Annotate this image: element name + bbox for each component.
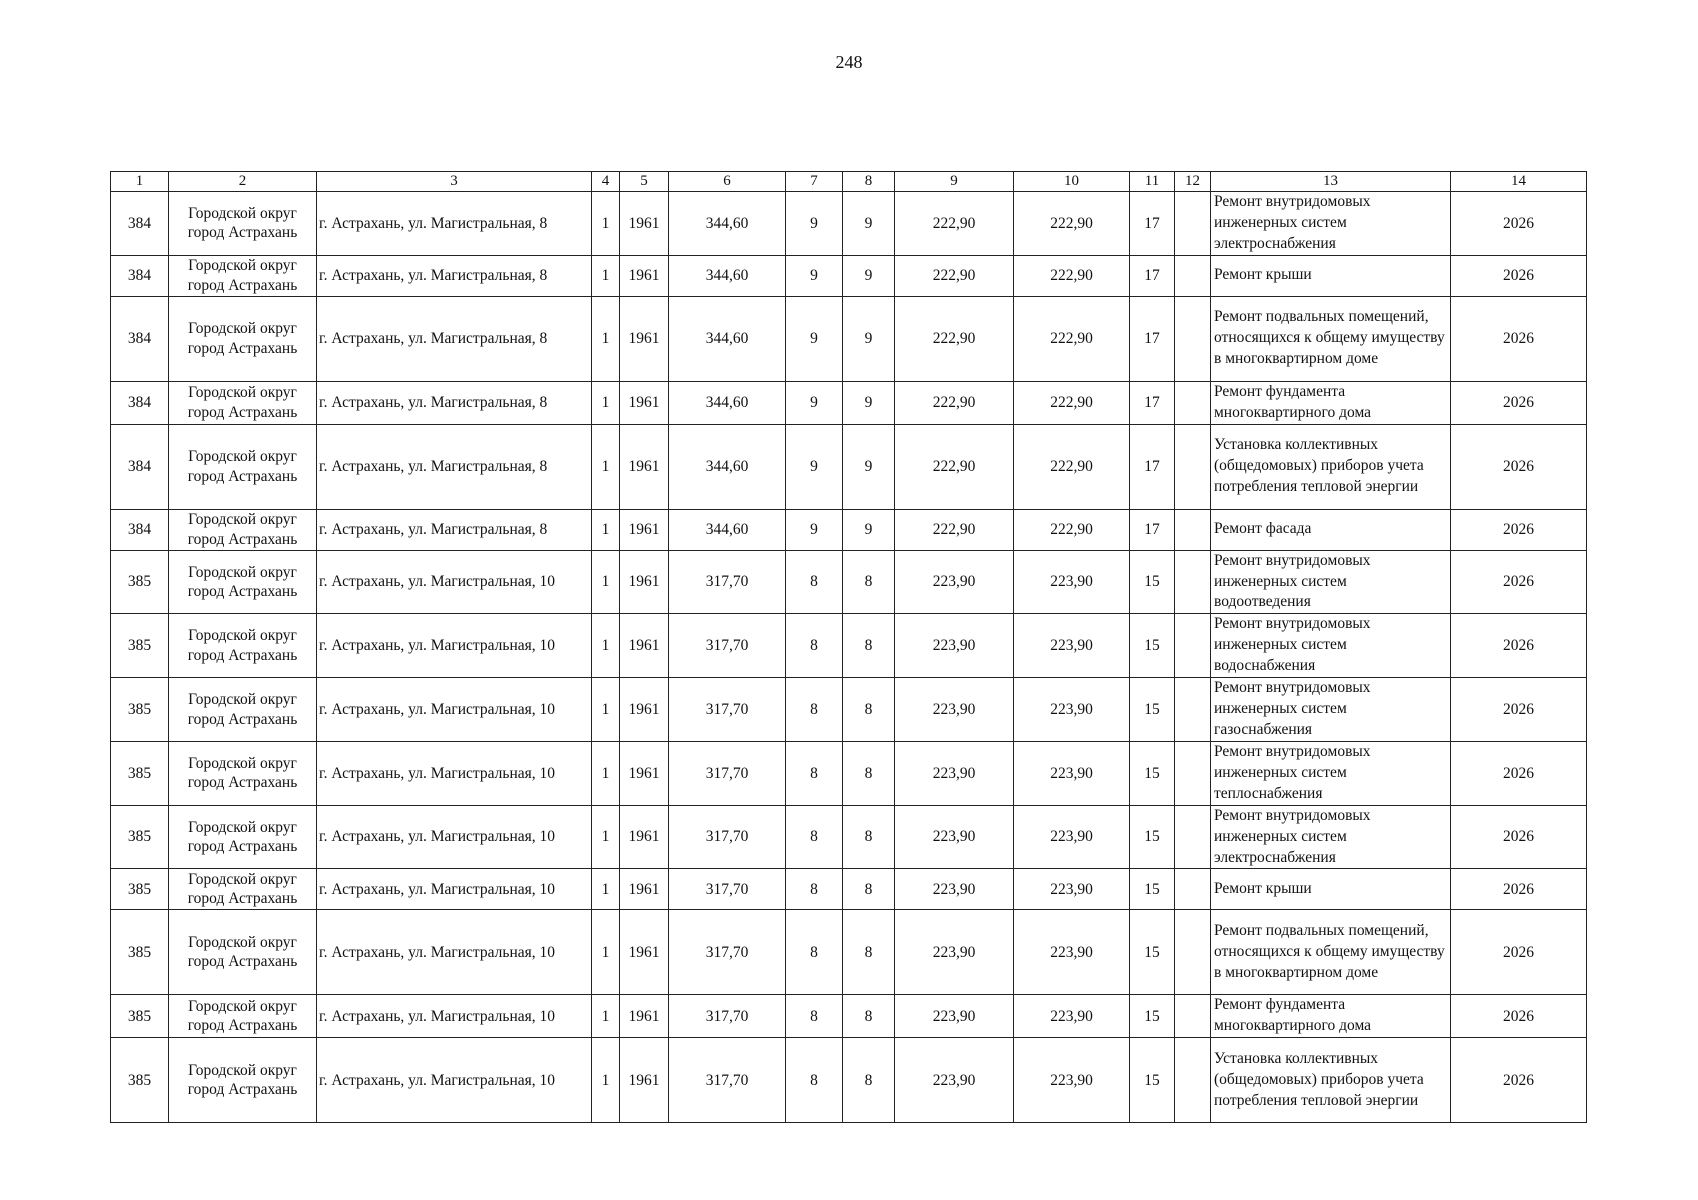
cell-col-4: 1: [592, 192, 620, 256]
cell-plan-year: 2026: [1451, 296, 1587, 381]
cell-plan-year: 2026: [1451, 509, 1587, 550]
cell-year: 1961: [620, 381, 669, 424]
cell-work-type: Ремонт фундамента многоквартирного дома: [1211, 381, 1451, 424]
cell-col-6: 344,60: [669, 424, 786, 509]
cell-col-9: 223,90: [895, 910, 1014, 995]
cell-col-8: 8: [843, 869, 895, 910]
cell-col-6: 344,60: [669, 509, 786, 550]
cell-col-8: 8: [843, 550, 895, 614]
cell-col-11: 17: [1130, 296, 1175, 381]
cell-col-8: 8: [843, 678, 895, 742]
cell-col-12: [1175, 381, 1211, 424]
column-header-12: 12: [1175, 172, 1211, 192]
cell-col-8: 9: [843, 296, 895, 381]
cell-col-10: 223,90: [1014, 550, 1130, 614]
cell-col-11: 15: [1130, 995, 1175, 1038]
cell-col-9: 223,90: [895, 678, 1014, 742]
cell-col-11: 15: [1130, 614, 1175, 678]
column-header-5: 5: [620, 172, 669, 192]
cell-col-11: 17: [1130, 381, 1175, 424]
cell-col-12: [1175, 192, 1211, 256]
cell-work-type: Ремонт крыши: [1211, 255, 1451, 296]
cell-col-8: 8: [843, 614, 895, 678]
cell-col-7: 8: [786, 550, 843, 614]
cell-year: 1961: [620, 1038, 669, 1123]
cell-year: 1961: [620, 424, 669, 509]
cell-work-type: Ремонт внутридомовых инженерных систем газоснабжения: [1211, 678, 1451, 742]
cell-number: 385: [111, 910, 169, 995]
column-header-7: 7: [786, 172, 843, 192]
cell-number: 384: [111, 381, 169, 424]
cell-col-10: 223,90: [1014, 995, 1130, 1038]
cell-municipality: Городской округ город Астрахань: [169, 255, 317, 296]
cell-work-type: Ремонт фундамента многоквартирного дома: [1211, 995, 1451, 1038]
header-row: [111, 172, 1587, 192]
cell-work-type: Установка коллективных (общедомовых) приборов учета потребления тепловой энергии: [1211, 1038, 1451, 1123]
cell-col-6: 344,60: [669, 255, 786, 296]
table-row: [111, 869, 1587, 910]
cell-col-7: 9: [786, 192, 843, 256]
cell-col-12: [1175, 910, 1211, 995]
cell-col-7: 9: [786, 509, 843, 550]
cell-municipality: Городской округ город Астрахань: [169, 678, 317, 742]
cell-col-10: 222,90: [1014, 255, 1130, 296]
table-row: [111, 910, 1587, 995]
cell-col-7: 8: [786, 614, 843, 678]
cell-number: 385: [111, 741, 169, 805]
cell-number: 385: [111, 1038, 169, 1123]
table-row: [111, 424, 1587, 509]
cell-municipality: Городской округ город Астрахань: [169, 509, 317, 550]
cell-col-7: 8: [786, 869, 843, 910]
cell-municipality: Городской округ город Астрахань: [169, 381, 317, 424]
cell-col-9: 222,90: [895, 509, 1014, 550]
cell-number: 385: [111, 995, 169, 1038]
table-row: [111, 381, 1587, 424]
cell-municipality: Городской округ город Астрахань: [169, 910, 317, 995]
cell-col-6: 317,70: [669, 550, 786, 614]
cell-col-8: 8: [843, 805, 895, 869]
cell-address: г. Астрахань, ул. Магистральная, 8: [317, 381, 592, 424]
cell-number: 384: [111, 296, 169, 381]
cell-plan-year: 2026: [1451, 192, 1587, 256]
cell-col-8: 8: [843, 995, 895, 1038]
cell-col-6: 317,70: [669, 910, 786, 995]
cell-col-8: 9: [843, 381, 895, 424]
column-header-14: 14: [1451, 172, 1587, 192]
cell-municipality: Городской округ город Астрахань: [169, 1038, 317, 1123]
table-row: [111, 741, 1587, 805]
table-row: [111, 550, 1587, 614]
cell-work-type: Ремонт внутридомовых инженерных систем водоснабжения: [1211, 614, 1451, 678]
cell-address: г. Астрахань, ул. Магистральная, 8: [317, 424, 592, 509]
cell-col-12: [1175, 550, 1211, 614]
cell-col-4: 1: [592, 678, 620, 742]
cell-year: 1961: [620, 910, 669, 995]
cell-col-7: 9: [786, 255, 843, 296]
cell-col-7: 8: [786, 678, 843, 742]
cell-col-6: 344,60: [669, 296, 786, 381]
cell-number: 385: [111, 869, 169, 910]
cell-col-12: [1175, 805, 1211, 869]
cell-plan-year: 2026: [1451, 255, 1587, 296]
table-row: [111, 509, 1587, 550]
cell-col-9: 222,90: [895, 192, 1014, 256]
cell-col-6: 344,60: [669, 381, 786, 424]
cell-col-12: [1175, 614, 1211, 678]
cell-col-11: 17: [1130, 509, 1175, 550]
cell-plan-year: 2026: [1451, 869, 1587, 910]
cell-year: 1961: [620, 678, 669, 742]
cell-col-11: 17: [1130, 424, 1175, 509]
column-header-10: 10: [1014, 172, 1130, 192]
cell-col-10: 223,90: [1014, 910, 1130, 995]
cell-year: 1961: [620, 509, 669, 550]
cell-work-type: Установка коллективных (общедомовых) приборов учета потребления тепловой энергии: [1211, 424, 1451, 509]
cell-plan-year: 2026: [1451, 424, 1587, 509]
cell-col-10: 222,90: [1014, 296, 1130, 381]
cell-col-4: 1: [592, 509, 620, 550]
cell-plan-year: 2026: [1451, 805, 1587, 869]
cell-col-6: 344,60: [669, 192, 786, 256]
cell-number: 385: [111, 805, 169, 869]
cell-municipality: Городской округ город Астрахань: [169, 550, 317, 614]
table-row: [111, 614, 1587, 678]
cell-col-8: 9: [843, 192, 895, 256]
cell-year: 1961: [620, 741, 669, 805]
cell-plan-year: 2026: [1451, 1038, 1587, 1123]
cell-col-8: 9: [843, 509, 895, 550]
cell-col-10: 223,90: [1014, 805, 1130, 869]
column-header-9: 9: [895, 172, 1014, 192]
table-row: [111, 805, 1587, 869]
column-header-1: 1: [111, 172, 169, 192]
cell-number: 384: [111, 192, 169, 256]
cell-col-12: [1175, 296, 1211, 381]
table-row: [111, 255, 1587, 296]
repair-program-table: [110, 171, 1587, 1123]
cell-number: 384: [111, 424, 169, 509]
cell-plan-year: 2026: [1451, 910, 1587, 995]
cell-number: 385: [111, 550, 169, 614]
cell-address: г. Астрахань, ул. Магистральная, 8: [317, 192, 592, 256]
page-number: 248: [835, 52, 863, 72]
cell-col-4: 1: [592, 296, 620, 381]
cell-col-10: 222,90: [1014, 424, 1130, 509]
cell-address: г. Астрахань, ул. Магистральная, 10: [317, 678, 592, 742]
cell-year: 1961: [620, 614, 669, 678]
cell-address: г. Астрахань, ул. Магистральная, 8: [317, 255, 592, 296]
cell-work-type: Ремонт внутридомовых инженерных систем электроснабжения: [1211, 805, 1451, 869]
cell-col-7: 8: [786, 805, 843, 869]
cell-col-10: 222,90: [1014, 381, 1130, 424]
cell-col-12: [1175, 869, 1211, 910]
cell-plan-year: 2026: [1451, 381, 1587, 424]
cell-address: г. Астрахань, ул. Магистральная, 8: [317, 509, 592, 550]
cell-col-12: [1175, 509, 1211, 550]
cell-col-12: [1175, 995, 1211, 1038]
cell-municipality: Городской округ город Астрахань: [169, 805, 317, 869]
column-header-2: 2: [169, 172, 317, 192]
cell-municipality: Городской округ город Астрахань: [169, 741, 317, 805]
cell-col-6: 317,70: [669, 995, 786, 1038]
cell-col-7: 9: [786, 424, 843, 509]
cell-work-type: Ремонт подвальных помещений, относящихся к общему имуществу в многоквартирном доме: [1211, 296, 1451, 381]
cell-year: 1961: [620, 995, 669, 1038]
cell-year: 1961: [620, 255, 669, 296]
column-header-8: 8: [843, 172, 895, 192]
cell-number: 385: [111, 614, 169, 678]
cell-col-7: 8: [786, 910, 843, 995]
cell-col-6: 317,70: [669, 869, 786, 910]
column-header-11: 11: [1130, 172, 1175, 192]
cell-plan-year: 2026: [1451, 614, 1587, 678]
cell-col-6: 317,70: [669, 614, 786, 678]
cell-col-4: 1: [592, 1038, 620, 1123]
column-header-13: 13: [1211, 172, 1451, 192]
cell-address: г. Астрахань, ул. Магистральная, 10: [317, 550, 592, 614]
cell-col-11: 15: [1130, 869, 1175, 910]
cell-col-9: 222,90: [895, 255, 1014, 296]
cell-work-type: Ремонт внутридомовых инженерных систем теплоснабжения: [1211, 741, 1451, 805]
cell-col-4: 1: [592, 255, 620, 296]
cell-year: 1961: [620, 550, 669, 614]
cell-col-10: 223,90: [1014, 869, 1130, 910]
cell-col-10: 223,90: [1014, 1038, 1130, 1123]
column-header-6: 6: [669, 172, 786, 192]
cell-year: 1961: [620, 869, 669, 910]
cell-col-11: 17: [1130, 255, 1175, 296]
cell-col-11: 17: [1130, 192, 1175, 256]
cell-col-4: 1: [592, 805, 620, 869]
cell-col-11: 15: [1130, 678, 1175, 742]
cell-col-9: 223,90: [895, 995, 1014, 1038]
cell-col-10: 223,90: [1014, 741, 1130, 805]
cell-col-4: 1: [592, 614, 620, 678]
table-row: [111, 296, 1587, 381]
cell-address: г. Астрахань, ул. Магистральная, 10: [317, 995, 592, 1038]
cell-col-11: 15: [1130, 741, 1175, 805]
table-row: [111, 192, 1587, 256]
cell-address: г. Астрахань, ул. Магистральная, 8: [317, 296, 592, 381]
cell-address: г. Астрахань, ул. Магистральная, 10: [317, 1038, 592, 1123]
cell-col-8: 9: [843, 255, 895, 296]
cell-col-6: 317,70: [669, 741, 786, 805]
cell-col-7: 8: [786, 995, 843, 1038]
cell-address: г. Астрахань, ул. Магистральная, 10: [317, 741, 592, 805]
cell-col-10: 223,90: [1014, 614, 1130, 678]
cell-number: 385: [111, 678, 169, 742]
cell-number: 384: [111, 509, 169, 550]
cell-col-9: 223,90: [895, 550, 1014, 614]
cell-col-11: 15: [1130, 1038, 1175, 1123]
cell-year: 1961: [620, 805, 669, 869]
cell-year: 1961: [620, 296, 669, 381]
cell-col-7: 9: [786, 296, 843, 381]
cell-col-9: 223,90: [895, 1038, 1014, 1123]
cell-col-6: 317,70: [669, 805, 786, 869]
table-body: [111, 192, 1587, 1123]
cell-col-7: 9: [786, 381, 843, 424]
cell-col-11: 15: [1130, 805, 1175, 869]
cell-work-type: Ремонт фасада: [1211, 509, 1451, 550]
cell-plan-year: 2026: [1451, 995, 1587, 1038]
cell-col-9: 222,90: [895, 381, 1014, 424]
cell-col-4: 1: [592, 741, 620, 805]
table-row: [111, 678, 1587, 742]
cell-col-8: 8: [843, 910, 895, 995]
table-row: [111, 1038, 1587, 1123]
cell-col-10: 222,90: [1014, 192, 1130, 256]
cell-col-11: 15: [1130, 550, 1175, 614]
cell-plan-year: 2026: [1451, 678, 1587, 742]
cell-col-9: 223,90: [895, 869, 1014, 910]
cell-col-4: 1: [592, 381, 620, 424]
cell-municipality: Городской округ город Астрахань: [169, 192, 317, 256]
cell-work-type: Ремонт внутридомовых инженерных систем электроснабжения: [1211, 192, 1451, 256]
cell-col-9: 223,90: [895, 741, 1014, 805]
cell-col-11: 15: [1130, 910, 1175, 995]
cell-col-7: 8: [786, 741, 843, 805]
cell-municipality: Городской округ город Астрахань: [169, 869, 317, 910]
cell-col-4: 1: [592, 869, 620, 910]
cell-col-4: 1: [592, 995, 620, 1038]
cell-address: г. Астрахань, ул. Магистральная, 10: [317, 910, 592, 995]
cell-col-9: 222,90: [895, 296, 1014, 381]
cell-col-12: [1175, 741, 1211, 805]
cell-municipality: Городской округ город Астрахань: [169, 424, 317, 509]
cell-work-type: Ремонт подвальных помещений, относящихся к общему имуществу в многоквартирном доме: [1211, 910, 1451, 995]
cell-col-8: 8: [843, 1038, 895, 1123]
column-header-3: 3: [317, 172, 592, 192]
cell-col-8: 9: [843, 424, 895, 509]
cell-col-4: 1: [592, 424, 620, 509]
cell-col-9: 223,90: [895, 614, 1014, 678]
cell-col-4: 1: [592, 550, 620, 614]
cell-col-7: 8: [786, 1038, 843, 1123]
column-header-4: 4: [592, 172, 620, 192]
cell-plan-year: 2026: [1451, 741, 1587, 805]
cell-work-type: Ремонт внутридомовых инженерных систем водоотведения: [1211, 550, 1451, 614]
cell-col-8: 8: [843, 741, 895, 805]
cell-municipality: Городской округ город Астрахань: [169, 296, 317, 381]
cell-work-type: Ремонт крыши: [1211, 869, 1451, 910]
cell-col-4: 1: [592, 910, 620, 995]
cell-plan-year: 2026: [1451, 550, 1587, 614]
cell-municipality: Городской округ город Астрахань: [169, 995, 317, 1038]
cell-year: 1961: [620, 192, 669, 256]
cell-col-6: 317,70: [669, 678, 786, 742]
cell-col-6: 317,70: [669, 1038, 786, 1123]
cell-col-12: [1175, 1038, 1211, 1123]
cell-address: г. Астрахань, ул. Магистральная, 10: [317, 869, 592, 910]
cell-address: г. Астрахань, ул. Магистральная, 10: [317, 614, 592, 678]
cell-col-10: 222,90: [1014, 509, 1130, 550]
cell-col-12: [1175, 678, 1211, 742]
cell-address: г. Астрахань, ул. Магистральная, 10: [317, 805, 592, 869]
cell-col-10: 223,90: [1014, 678, 1130, 742]
cell-col-12: [1175, 424, 1211, 509]
cell-municipality: Городской округ город Астрахань: [169, 614, 317, 678]
table-row: [111, 995, 1587, 1038]
cell-col-9: 223,90: [895, 805, 1014, 869]
cell-number: 384: [111, 255, 169, 296]
cell-col-9: 222,90: [895, 424, 1014, 509]
cell-col-12: [1175, 255, 1211, 296]
